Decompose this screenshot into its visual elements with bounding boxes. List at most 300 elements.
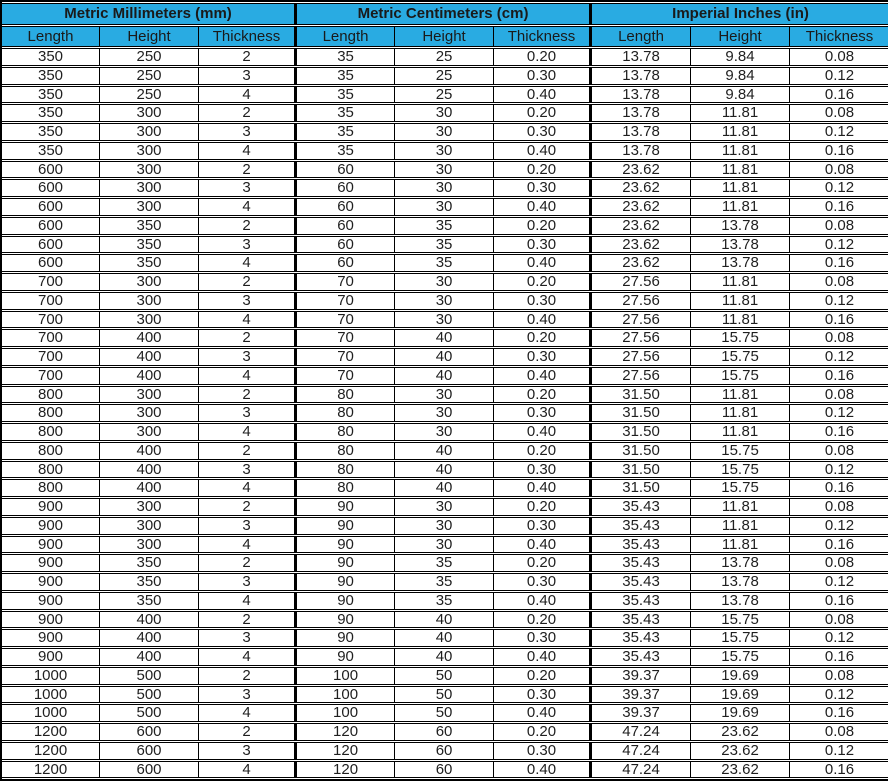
table-cell: 2: [199, 48, 297, 66]
table-cell: 400: [100, 479, 199, 497]
table-cell: 60: [297, 161, 395, 179]
table-cell: 0.30: [494, 517, 592, 535]
table-cell: 0.20: [494, 273, 592, 291]
table-cell: 4: [199, 254, 297, 272]
table-cell: 2: [199, 723, 297, 741]
table-row: [2, 704, 888, 722]
table-cell: 70: [297, 273, 395, 291]
table-cell: 4: [199, 311, 297, 329]
table-cell: 600: [2, 161, 100, 179]
table-cell: 600: [2, 236, 100, 254]
table-cell: 0.20: [494, 723, 592, 741]
table-cell: 0.08: [790, 386, 888, 404]
table-cell: 60: [297, 198, 395, 216]
table-row: [2, 161, 888, 179]
table-cell: 31.50: [592, 461, 691, 479]
table-cell: 90: [297, 517, 395, 535]
table-cell: 600: [100, 723, 199, 741]
table-cell: 9.84: [691, 86, 790, 104]
table-cell: 350: [2, 142, 100, 160]
table-row: [2, 461, 888, 479]
table-cell: 0.12: [790, 573, 888, 591]
table-row: [2, 442, 888, 460]
table-cell: 30: [395, 273, 494, 291]
table-cell: 35: [395, 236, 494, 254]
table-cell: 800: [2, 479, 100, 497]
table-cell: 250: [100, 67, 199, 85]
table-cell: 400: [100, 329, 199, 347]
table-row: [2, 311, 888, 329]
table-cell: 23.62: [691, 761, 790, 779]
table-cell: 30: [395, 104, 494, 122]
table-cell: 25: [395, 48, 494, 66]
table-cell: 30: [395, 161, 494, 179]
table-cell: 0.30: [494, 123, 592, 141]
table-cell: 13.78: [691, 254, 790, 272]
table-cell: 350: [100, 217, 199, 235]
table-cell: 30: [395, 536, 494, 554]
table-cell: 0.40: [494, 423, 592, 441]
table-cell: 2: [199, 386, 297, 404]
table-cell: 15.75: [691, 442, 790, 460]
table-cell: 35: [297, 86, 395, 104]
table-cell: 0.20: [494, 161, 592, 179]
table-cell: 90: [297, 592, 395, 610]
table-cell: 0.08: [790, 329, 888, 347]
table-cell: 15.75: [691, 461, 790, 479]
table-cell: 0.40: [494, 479, 592, 497]
table-cell: 35: [297, 123, 395, 141]
table-cell: 30: [395, 198, 494, 216]
table-cell: 50: [395, 704, 494, 722]
table-cell: 11.81: [691, 104, 790, 122]
table-cell: 500: [100, 667, 199, 685]
table-cell: 1200: [2, 761, 100, 779]
table-cell: 0.16: [790, 367, 888, 385]
table-cell: 0.30: [494, 629, 592, 647]
table-cell: 0.12: [790, 236, 888, 254]
table-cell: 900: [2, 629, 100, 647]
table-cell: 3: [199, 236, 297, 254]
table-cell: 0.12: [790, 517, 888, 535]
table-cell: 13.78: [592, 48, 691, 66]
column-header-in-thickness: Thickness: [790, 26, 888, 47]
table-cell: 2: [199, 329, 297, 347]
table-cell: 70: [297, 292, 395, 310]
table-cell: 60: [297, 179, 395, 197]
table-cell: 1000: [2, 704, 100, 722]
table-cell: 19.69: [691, 667, 790, 685]
table-cell: 0.08: [790, 48, 888, 66]
table-cell: 35.43: [592, 517, 691, 535]
table-cell: 70: [297, 348, 395, 366]
table-cell: 40: [395, 629, 494, 647]
table-cell: 60: [297, 254, 395, 272]
table-cell: 0.40: [494, 311, 592, 329]
table-cell: 0.12: [790, 461, 888, 479]
table-cell: 11.81: [691, 498, 790, 516]
table-cell: 0.30: [494, 686, 592, 704]
table-cell: 80: [297, 423, 395, 441]
table-cell: 35.43: [592, 573, 691, 591]
table-cell: 120: [297, 742, 395, 760]
table-cell: 50: [395, 686, 494, 704]
table-cell: 350: [2, 104, 100, 122]
table-cell: 13.78: [691, 554, 790, 572]
table-cell: 0.30: [494, 742, 592, 760]
table-cell: 0.30: [494, 236, 592, 254]
table-cell: 700: [2, 273, 100, 291]
table-cell: 11.81: [691, 179, 790, 197]
table-cell: 11.81: [691, 536, 790, 554]
table-cell: 800: [2, 386, 100, 404]
table-cell: 11.81: [691, 273, 790, 291]
table-cell: 80: [297, 442, 395, 460]
table-cell: 4: [199, 367, 297, 385]
table-cell: 300: [100, 517, 199, 535]
table-cell: 300: [100, 311, 199, 329]
table-cell: 0.12: [790, 292, 888, 310]
table-cell: 0.30: [494, 573, 592, 591]
table-cell: 30: [395, 404, 494, 422]
table-cell: 80: [297, 404, 395, 422]
table-cell: 11.81: [691, 142, 790, 160]
table-cell: 39.37: [592, 704, 691, 722]
table-cell: 300: [100, 292, 199, 310]
table-cell: 1200: [2, 723, 100, 741]
table-cell: 35: [297, 48, 395, 66]
table-cell: 19.69: [691, 686, 790, 704]
table-cell: 0.30: [494, 179, 592, 197]
table-row: [2, 86, 888, 104]
table-cell: 400: [100, 348, 199, 366]
table-cell: 120: [297, 723, 395, 741]
table-cell: 0.40: [494, 704, 592, 722]
table-cell: 30: [395, 386, 494, 404]
table-cell: 900: [2, 554, 100, 572]
column-header-in-length: Length: [592, 26, 691, 47]
table-cell: 600: [2, 217, 100, 235]
table-cell: 350: [100, 236, 199, 254]
table-cell: 15.75: [691, 611, 790, 629]
table-cell: 0.12: [790, 67, 888, 85]
table-cell: 0.08: [790, 161, 888, 179]
table-cell: 15.75: [691, 648, 790, 666]
table-cell: 0.08: [790, 611, 888, 629]
table-cell: 3: [199, 404, 297, 422]
table-cell: 27.56: [592, 367, 691, 385]
table-row: [2, 648, 888, 666]
table-cell: 0.08: [790, 667, 888, 685]
table-cell: 0.20: [494, 386, 592, 404]
table-cell: 13.78: [592, 123, 691, 141]
table-cell: 27.56: [592, 273, 691, 291]
table-cell: 250: [100, 86, 199, 104]
table-cell: 47.24: [592, 742, 691, 760]
table-cell: 400: [100, 367, 199, 385]
table-cell: 4: [199, 648, 297, 666]
table-cell: 0.12: [790, 404, 888, 422]
table-row: [2, 723, 888, 741]
table-cell: 350: [100, 592, 199, 610]
table-cell: 35.43: [592, 648, 691, 666]
table-cell: 47.24: [592, 761, 691, 779]
table-cell: 30: [395, 498, 494, 516]
table-cell: 11.81: [691, 198, 790, 216]
table-cell: 3: [199, 629, 297, 647]
group-header-metric-mm: Metric Millimeters (mm): [2, 3, 297, 25]
table-cell: 0.40: [494, 86, 592, 104]
table-cell: 300: [100, 498, 199, 516]
table-cell: 4: [199, 86, 297, 104]
table-cell: 0.30: [494, 404, 592, 422]
table-cell: 30: [395, 292, 494, 310]
table-row: [2, 742, 888, 760]
table-row: [2, 67, 888, 85]
table-cell: 39.37: [592, 667, 691, 685]
table-cell: 0.40: [494, 254, 592, 272]
table-cell: 0.12: [790, 629, 888, 647]
table-row: [2, 573, 888, 591]
table-row: [2, 367, 888, 385]
table-cell: 40: [395, 611, 494, 629]
column-header-cm-length: Length: [297, 26, 395, 47]
table-cell: 300: [100, 104, 199, 122]
table-cell: 400: [100, 611, 199, 629]
table-cell: 60: [297, 236, 395, 254]
table-cell: 2: [199, 161, 297, 179]
table-cell: 0.12: [790, 686, 888, 704]
table-cell: 23.62: [592, 161, 691, 179]
table-cell: 0.30: [494, 461, 592, 479]
table-cell: 300: [100, 536, 199, 554]
table-cell: 0.16: [790, 254, 888, 272]
table-cell: 3: [199, 686, 297, 704]
table-cell: 90: [297, 573, 395, 591]
table-cell: 300: [100, 386, 199, 404]
table-cell: 31.50: [592, 479, 691, 497]
table-row: [2, 686, 888, 704]
table-cell: 400: [100, 461, 199, 479]
table-cell: 3: [199, 348, 297, 366]
table-cell: 0.16: [790, 536, 888, 554]
table-cell: 35: [395, 554, 494, 572]
table-cell: 23.62: [592, 179, 691, 197]
table-cell: 35: [297, 142, 395, 160]
table-cell: 2: [199, 104, 297, 122]
table-cell: 0.20: [494, 104, 592, 122]
table-cell: 31.50: [592, 404, 691, 422]
table-cell: 300: [100, 142, 199, 160]
table-cell: 90: [297, 629, 395, 647]
table-cell: 11.81: [691, 292, 790, 310]
table-cell: 0.40: [494, 536, 592, 554]
table-cell: 4: [199, 536, 297, 554]
table-cell: 500: [100, 704, 199, 722]
table-cell: 700: [2, 367, 100, 385]
table-cell: 4: [199, 423, 297, 441]
table-cell: 70: [297, 311, 395, 329]
table-row: [2, 498, 888, 516]
table-cell: 350: [2, 86, 100, 104]
table-cell: 40: [395, 367, 494, 385]
table-cell: 3: [199, 67, 297, 85]
table-cell: 90: [297, 611, 395, 629]
table-cell: 350: [100, 554, 199, 572]
table-body: [2, 48, 888, 778]
table-cell: 900: [2, 573, 100, 591]
table-cell: 23.62: [592, 236, 691, 254]
table-cell: 600: [100, 742, 199, 760]
table-cell: 11.81: [691, 161, 790, 179]
table-cell: 0.08: [790, 217, 888, 235]
table-cell: 30: [395, 179, 494, 197]
table-cell: 100: [297, 667, 395, 685]
table-cell: 900: [2, 536, 100, 554]
table-cell: 0.40: [494, 761, 592, 779]
table-cell: 0.20: [494, 498, 592, 516]
table-cell: 90: [297, 498, 395, 516]
table-row: [2, 629, 888, 647]
table-cell: 0.16: [790, 142, 888, 160]
table-cell: 30: [395, 311, 494, 329]
table-cell: 0.20: [494, 667, 592, 685]
table-cell: 9.84: [691, 67, 790, 85]
table-cell: 2: [199, 554, 297, 572]
table-cell: 70: [297, 367, 395, 385]
table-cell: 800: [2, 461, 100, 479]
column-header-mm-height: Height: [100, 26, 199, 47]
table-cell: 4: [199, 704, 297, 722]
table-cell: 11.81: [691, 404, 790, 422]
table-cell: 15.75: [691, 629, 790, 647]
table-cell: 100: [297, 686, 395, 704]
table-cell: 35: [297, 67, 395, 85]
table-cell: 4: [199, 761, 297, 779]
table-cell: 40: [395, 648, 494, 666]
table-cell: 3: [199, 123, 297, 141]
table-cell: 23.62: [592, 198, 691, 216]
table-cell: 13.78: [592, 67, 691, 85]
table-cell: 13.78: [691, 573, 790, 591]
table-cell: 11.81: [691, 311, 790, 329]
table-cell: 15.75: [691, 367, 790, 385]
table-row: [2, 554, 888, 572]
table-cell: 0.20: [494, 611, 592, 629]
table-row: [2, 292, 888, 310]
table-cell: 35: [395, 217, 494, 235]
table-cell: 80: [297, 386, 395, 404]
table-cell: 0.40: [494, 592, 592, 610]
table-cell: 900: [2, 611, 100, 629]
table-cell: 4: [199, 198, 297, 216]
table-cell: 900: [2, 517, 100, 535]
table-cell: 35.43: [592, 498, 691, 516]
table-cell: 900: [2, 592, 100, 610]
table-row: [2, 198, 888, 216]
table-cell: 0.16: [790, 648, 888, 666]
table-cell: 800: [2, 442, 100, 460]
table-row: [2, 667, 888, 685]
table-cell: 0.12: [790, 348, 888, 366]
table-cell: 0.12: [790, 123, 888, 141]
table-cell: 0.16: [790, 423, 888, 441]
table-cell: 300: [100, 273, 199, 291]
table-cell: 2: [199, 611, 297, 629]
table-cell: 13.78: [691, 592, 790, 610]
table-cell: 23.62: [691, 723, 790, 741]
table-cell: 2: [199, 442, 297, 460]
table-cell: 27.56: [592, 292, 691, 310]
table-row: [2, 404, 888, 422]
table-cell: 0.20: [494, 554, 592, 572]
table-cell: 0.16: [790, 311, 888, 329]
table-cell: 0.30: [494, 67, 592, 85]
table-cell: 700: [2, 348, 100, 366]
table-cell: 0.08: [790, 723, 888, 741]
table-row: [2, 386, 888, 404]
table-cell: 11.81: [691, 123, 790, 141]
table-cell: 250: [100, 48, 199, 66]
table-cell: 600: [2, 198, 100, 216]
table-cell: 600: [2, 254, 100, 272]
table-cell: 0.08: [790, 554, 888, 572]
table-row: [2, 217, 888, 235]
table-cell: 15.75: [691, 479, 790, 497]
table-cell: 40: [395, 329, 494, 347]
table-cell: 900: [2, 498, 100, 516]
table-cell: 35.43: [592, 536, 691, 554]
table-cell: 3: [199, 573, 297, 591]
table-cell: 40: [395, 442, 494, 460]
table-cell: 300: [100, 423, 199, 441]
table-row: [2, 423, 888, 441]
table-cell: 1200: [2, 742, 100, 760]
table-cell: 2: [199, 498, 297, 516]
table-cell: 400: [100, 629, 199, 647]
table-cell: 35.43: [592, 592, 691, 610]
table-cell: 35.43: [592, 554, 691, 572]
table-cell: 15.75: [691, 348, 790, 366]
table-row: [2, 123, 888, 141]
table-cell: 90: [297, 536, 395, 554]
table-cell: 0.30: [494, 292, 592, 310]
table-row: [2, 479, 888, 497]
table-cell: 0.12: [790, 742, 888, 760]
table-cell: 0.20: [494, 329, 592, 347]
table-cell: 31.50: [592, 423, 691, 441]
table-cell: 0.16: [790, 198, 888, 216]
table-cell: 300: [100, 123, 199, 141]
group-header-metric-cm: Metric Centimeters (cm): [297, 3, 592, 25]
table-cell: 11.81: [691, 423, 790, 441]
table-cell: 47.24: [592, 723, 691, 741]
table-cell: 0.20: [494, 48, 592, 66]
table-cell: 27.56: [592, 348, 691, 366]
table-row: [2, 142, 888, 160]
table-cell: 100: [297, 704, 395, 722]
table-cell: 3: [199, 179, 297, 197]
table-row: [2, 536, 888, 554]
table-cell: 13.78: [691, 236, 790, 254]
table-cell: 40: [395, 479, 494, 497]
column-header-cm-height: Height: [395, 26, 494, 47]
table-cell: 30: [395, 142, 494, 160]
table-cell: 0.16: [790, 592, 888, 610]
table-cell: 350: [100, 573, 199, 591]
table-cell: 25: [395, 86, 494, 104]
table-cell: 0.20: [494, 217, 592, 235]
